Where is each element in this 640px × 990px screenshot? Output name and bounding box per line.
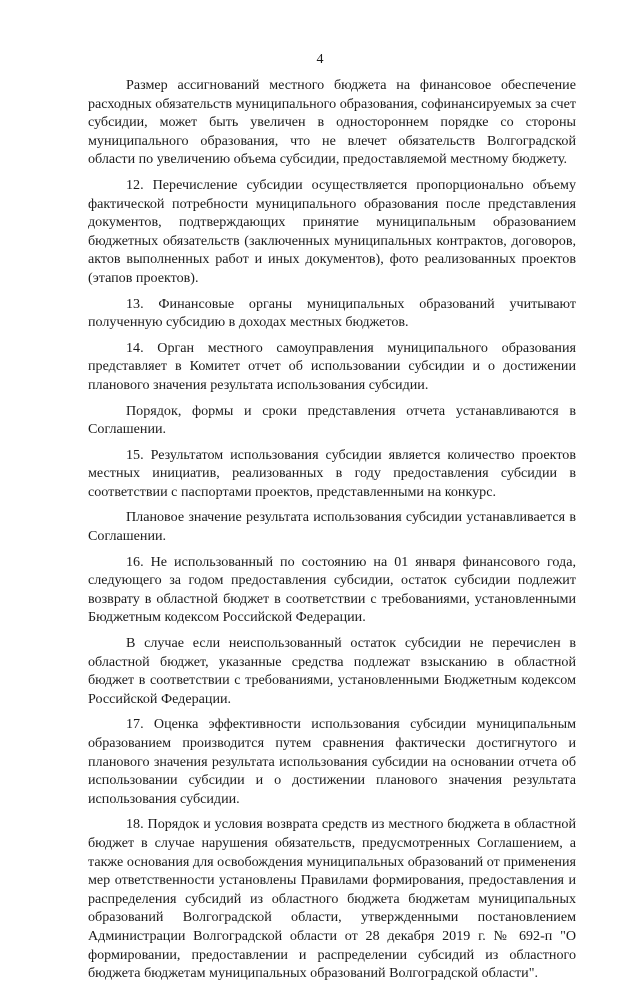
paragraph: 17. Оценка эффективности использования субсидии муниципальным образованием производится путем сравнения фактически достигнутого и планового значения результата использования субсидии на основании отчета об использовании субсидии и о достижении планового значения результата использования субсидии. [88,716,576,807]
paragraph: 13. Финансовые органы муниципальных образований учитывают полученную субсидию в доходах местных бюджетов. [88,295,576,331]
paragraph: 14. Орган местного самоуправления муниципального образования представляет в Комитет отчет об использовании субсидии и о достижении планового значения результата использования субсидии. [88,339,576,393]
page-number: 4 [316,52,324,67]
paragraph: Порядок, формы и сроки представления отчета устанавливаются в Соглашении. [88,402,576,438]
paragraph: 12. Перечисление субсидии осуществляется пропорционально объему фактической потребности муниципального образования после представления документов, подтверждающих принятие муниципальным образованием бюджетных обязательств (заключенных муниципальных контрактов, договоров, актов выполненных работ и иных документов), фото реализованных проектов (этапов проектов). [88,176,576,286]
paragraph: В случае если неиспользованный остаток субсидии не перечислен в областной бюджет, указанные средства подлежат взысканию в областной бюджет в соответствии с требованиями, установленными Бюджетным кодексом Российской Федерации. [88,635,576,707]
paragraph: Размер ассигнований местного бюджета на финансовое обеспечение расходных обязательств муниципального образования, софинансируемых за счет субсидии, может быть увеличен в одностороннем порядке со стороны муниципального образования, что не влечет обязательств Волгоградской области по увеличению объема субсидии, предоставляемой местному бюджету. [88,77,576,168]
paragraph: 16. Не использованный по состоянию на 01 января финансового года, следующего за годом предоставления субсидии, остаток субсидии подлежит возврату в областной бюджет в соответствии с требованиями, установленными Бюджетным кодексом Российской Федерации. [88,553,576,626]
paragraph: 15. Результатом использования субсидии является количество проектов местных инициатив, реализованных в году предоставления субсидии в соответствии с паспортами проектов, представленными на конкурс. [88,446,576,500]
document-body [88,76,576,990]
paragraph: 18. Порядок и условия возврата средств из местного бюджета в областной бюджет в случае нарушения обязательств, предусмотренных Соглашением, а также основания для освобождения муниципальных образований от применения мер ответственности установлены Правилами формирования, предоставления и распределения субсидий из областного бюджета бюджетам муниципальных образований Волгоградской области, утвержденными постановлением Администрации Волгоградской области от 28 декабря 2019 г. № 692-п "О формировании, предоставлении и распределении субсидий из областного бюджета бюджетам муниципальных образований Волгоградской области". [88,816,576,982]
paragraph: Плановое значение результата использования субсидии устанавливается в Соглашении. [88,509,576,545]
